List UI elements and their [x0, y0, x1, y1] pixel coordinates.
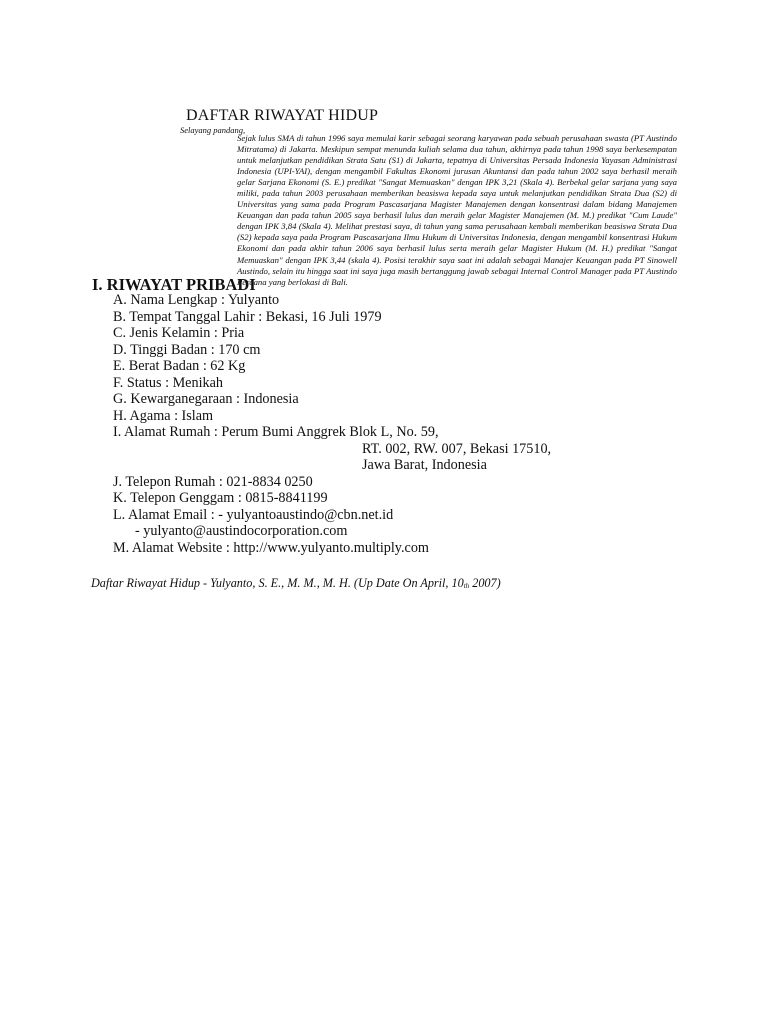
- field-kewarganegaraan: G. Kewarganegaraan : Indonesia: [113, 391, 299, 407]
- field-nama: A. Nama Lengkap : Yulyanto: [113, 292, 280, 308]
- field-telepon-rumah: J. Telepon Rumah : 021-8834 0250: [113, 473, 313, 490]
- field-alamat-email: L. Alamat Email : - yulyantoaustindo@cbn.net.id: [113, 506, 394, 523]
- footer-superscript: th: [463, 582, 470, 590]
- field-tinggi-badan: D. Tinggi Badan : 170 cm: [113, 341, 261, 358]
- field-alamat-website: M. Alamat Website : http://www.yulyanto.multiply.com: [113, 539, 429, 556]
- field-agama: H. Agama : Islam: [113, 407, 214, 424]
- field-tempat-tanggal-lahir: B. Tempat Tanggal Lahir : Bekasi, 16 Juli 1979: [113, 308, 382, 325]
- document-title: DAFTAR RIWAYAT HIDUP: [186, 107, 379, 124]
- field-alamat-rumah: I. Alamat Rumah : Perum Bumi Anggrek Blok L, No. 59,: [113, 424, 439, 440]
- footer-text-end: 2007): [469, 576, 501, 590]
- section-heading-riwayat-pribadi: I. RIWAYAT PRIBADI: [92, 275, 256, 294]
- intro-paragraph: Sejak lulus SMA di tahun 1996 saya memulai karir sebagai seorang karyawan pada sebuah perusahaan swasta (PT Austindo Mitratama) di Jakarta. Meskipun sempat menunda kuliah selama dua tahun, akhirnya pada tahun 1998 saya berkesempatan untuk melanjutkan pendidikan Strata Satu (S1) di Jakarta, tepatnya di Universitas Persada Indonesia Yayasan Administrasi Indonesia (UPI-YAI), dengan mengambil Fakultas Ekonomi jurusan Akuntansi dan pada tahun 2002 saya berhasil meraih gelar Sarjana Ekonomi (S. E.) predikat "Sangat Memuaskan" dengan IPK 3,21 (Skala 4). Berbekal gelar sarjana yang saya miliki, pada tahun 2003 perusahaan memberikan beasiswa kepada saya untuk melanjutkan pendidikan Strata Dua (S2) di Universitas yang sama pada Program Pascasarjana Magister Manajemen dengan konsentrasi dalam bidang Manajemen Keuangan dan pada tahun 2005 saya berhasil lulus dan meraih gelar Magister Manajemen (M. M.) predikat "Cum Laude" dengan IPK 3,84 (Skala 4). Melihat prestasi saya, di tahun yang sama perusahaan kembali memberikan beasiswa Strata Dua (S2) kepada saya pada Program Pascasarjana Ilmu Hukum di Universitas Indonesia, dengan mengambil konsentrasi Hukum Ekonomi dan pada akhir tahun 2006 saya berhasil lulus serta meraih gelar Magister Hukum (M. H.) predikat "Sangat Memuaskan" dengan IPK 3,44 (skala 4). Posisi terakhir saya saat ini adalah sebagai Manajer Keuangan pada PT Sinowell Austindo, selain itu hingga saat ini saya juga masih bertanggung jawab sebagai Internal Control Manager pada PT Austindo Perdana yang berlokasi di Bali.: [237, 133, 677, 287]
- intro-label: Selayang pandang,: [180, 125, 246, 135]
- document-footer: [91, 576, 501, 591]
- field-alamat-rumah-line2: RT. 002, RW. 007, Bekasi 17510,: [362, 440, 552, 457]
- field-alamat-rumah-line3: Jawa Barat, Indonesia: [362, 457, 487, 473]
- footer-text: Daftar Riwayat Hidup - Yulyanto, S. E., M. M., M. H. (Up Date On April, 10: [91, 576, 464, 590]
- field-berat-badan: E. Berat Badan : 62 Kg: [113, 358, 246, 374]
- field-status: F. Status : Menikah: [113, 374, 224, 391]
- personal-data-list: [113, 292, 551, 556]
- field-telepon-genggam: K. Telepon Genggam : 0815-8841199: [113, 490, 328, 506]
- field-jenis-kelamin: C. Jenis Kelamin : Pria: [113, 325, 245, 341]
- field-alamat-email-line2: - yulyanto@austindocorporation.com: [135, 523, 348, 539]
